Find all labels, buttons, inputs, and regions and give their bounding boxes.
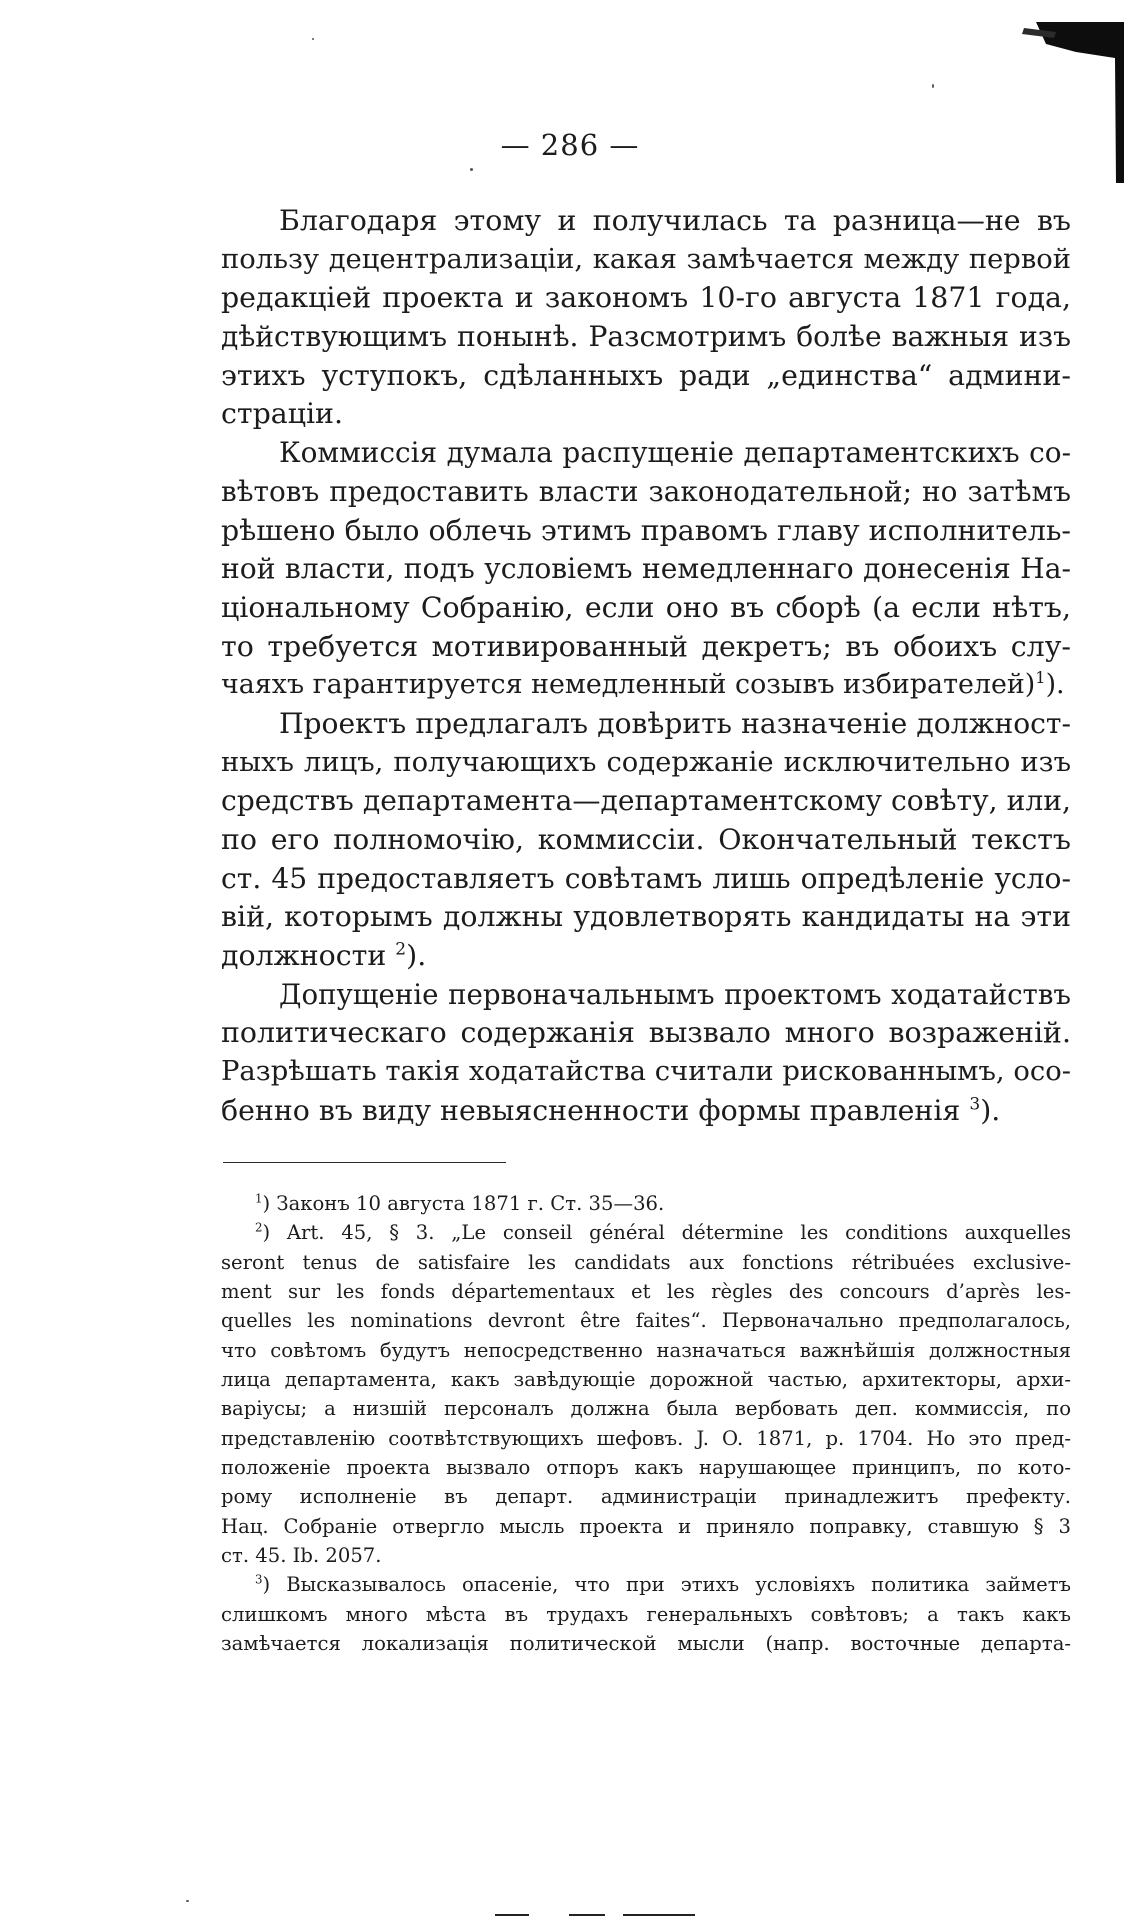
text-line: [221, 1092, 1071, 1131]
footnote-text: варіусы; а низшій персоналъ должна была вербовать деп. коммиссія, по: [221, 1397, 1071, 1421]
text-line: [221, 589, 1071, 628]
footnote-text: seront tenus de satisfaire les candidats aux fonctions rétribuées exclusive-: [221, 1250, 1071, 1274]
footnote-marker-paren: ): [262, 1573, 287, 1597]
next-page-dashes: [495, 1913, 695, 1917]
text-line: [221, 279, 1071, 318]
footnote-text: слишкомъ много мѣста въ трудахъ генеральныхъ совѣтовъ; а такъ какъ: [221, 1602, 1071, 1626]
footnote-line: [221, 1218, 1071, 1247]
footnote-reference: 3: [969, 1094, 981, 1115]
text-line: [221, 860, 1071, 899]
text-line-content: дѣйствующимъ понынѣ. Разсмотримъ болѣе важныя изъ: [221, 320, 1071, 354]
footnote-text: представленію соотвѣтствующихъ шефовъ. J. O. 1871, p. 1704. Но это пред-: [221, 1426, 1071, 1450]
text-line: [221, 473, 1071, 512]
footnote-line: [221, 1306, 1071, 1335]
text-line: [221, 821, 1071, 860]
text-line: [221, 628, 1071, 667]
text-line: [221, 550, 1071, 589]
footnote-text: ст. 45. Ib. 2057.: [221, 1544, 382, 1568]
text-line: [221, 666, 1071, 705]
text-line-tail: ).: [980, 1093, 1001, 1127]
text-line-content: ной власти, подъ условіемъ немедленнаго донесенія На-: [221, 552, 1071, 586]
text-line-content: страціи.: [221, 397, 343, 431]
text-line: [221, 705, 1071, 744]
footnote-text: замѣчается локализація политической мысли (напр. восточные департа-: [221, 1632, 1071, 1656]
footnote-line: [221, 1629, 1071, 1658]
text-line: [221, 512, 1071, 551]
footnote-text: Законъ 10 августа 1871 г. Ст. 35—36.: [276, 1192, 665, 1215]
footnote-text: рому исполненіе въ департ. администраціи принадлежитъ префекту.: [221, 1485, 1071, 1509]
footnote-marker: 1: [255, 1191, 263, 1206]
text-line-content: пользу децентрализаціи, какая замѣчается между первой: [221, 243, 1071, 275]
text-line-content: средствъ департамента—департаментскому совѣту, или,: [221, 784, 1071, 818]
paper-speck: [470, 168, 473, 171]
footnote-line: [221, 1277, 1071, 1306]
footnote-reference: 2: [395, 939, 407, 960]
footnote-line: [221, 1394, 1071, 1423]
text-line-content: то требуется мотивированный декретъ; въ обоихъ слу-: [221, 629, 1071, 663]
text-line: [221, 434, 1071, 473]
text-line: [221, 241, 1071, 280]
footnote-reference: 1: [1035, 668, 1046, 688]
text-line-content: Коммиссія думала распущеніе департаментскихъ со-: [279, 436, 1071, 470]
text-line: [221, 744, 1071, 783]
footnote-marker: 3: [255, 1572, 263, 1587]
text-line-content: должности: [221, 939, 396, 973]
text-line-content: ціональному Собранію, если оно въ сборѣ (а если нѣтъ,: [221, 590, 1071, 624]
text-line-content: Допущеніе первоначальнымъ проектомъ ходатайствъ: [279, 977, 1071, 1011]
text-line: [221, 1014, 1071, 1053]
footnote-marker: 2: [255, 1220, 263, 1235]
text-line: [221, 318, 1071, 357]
text-line: [221, 782, 1071, 821]
page-number: — 286 —: [500, 128, 640, 162]
text-line-content: вій, которымъ должны удовлетворять кандидаты на эти: [221, 900, 1071, 934]
text-line-content: Разрѣшать такія ходатайства считали рискованнымъ, осо-: [221, 1056, 1071, 1088]
footnote-text: quelles les nominations devront être faites“. Первоначально предполагалось,: [221, 1309, 1071, 1333]
footnote-line: [221, 1600, 1071, 1629]
footnotes: [221, 1189, 1071, 1659]
text-line: [221, 202, 1071, 241]
footnote-text: Высказывалось опасеніе, что при этихъ условіяхъ политика займетъ: [286, 1573, 1072, 1597]
paper-speck: [932, 84, 934, 88]
text-line: [221, 395, 1071, 434]
footnote-line: [221, 1365, 1071, 1394]
footnote-text: ment sur les fonds départementaux et les règles des concours d’après les-: [221, 1280, 1071, 1304]
text-line-content: Благодаря этому и получилась та разница—не въ: [279, 204, 1071, 237]
footnote-line: [221, 1189, 1071, 1218]
footnote-marker-paren: ): [262, 1192, 277, 1215]
footnote-text: что совѣтомъ будутъ непосредственно назначаться важнѣйшія должностныя: [221, 1338, 1071, 1362]
footnote-line: [221, 1570, 1071, 1599]
text-line-tail: ).: [1045, 669, 1065, 701]
text-line: [221, 1053, 1071, 1092]
text-line: [221, 357, 1071, 396]
text-line-content: этихъ уступокъ, сдѣланныхъ ради „единства“ админи-: [221, 358, 1071, 392]
footnote-line: [221, 1424, 1071, 1453]
text-line-content: политическаго содержанія вызвало много возраженій.: [221, 1016, 1071, 1050]
footnote-line: [221, 1248, 1071, 1277]
text-line-tail: ).: [406, 939, 427, 973]
text-line-content: бенно въ виду невыясненности формы правленія: [221, 1093, 970, 1127]
footnote-text: положеніе проекта вызвало отпоръ какъ нарушающее принципъ, по кото-: [221, 1456, 1071, 1480]
footnote-line: [221, 1482, 1071, 1511]
footnote-text: лица департамента, какъ завѣдующіе дорожной частью, архитекторы, архи-: [221, 1368, 1071, 1392]
footnote-line: [221, 1453, 1071, 1482]
footnote-separator: [223, 1162, 506, 1163]
text-line-content: редакціей проекта и закономъ 10-го августа 1871 года,: [221, 281, 1071, 315]
text-line-content: чаяхъ гарантируется немедленный созывъ избирателей): [221, 669, 1036, 701]
text-line: [221, 898, 1071, 937]
paper-speck: [186, 1900, 189, 1902]
footnote-line: [221, 1512, 1071, 1541]
text-line-content: ныхъ лицъ, получающихъ содержаніе исключительно изъ: [221, 746, 1071, 778]
footnote-line: [221, 1336, 1071, 1365]
text-line: [221, 937, 1071, 976]
footnote-line: [221, 1541, 1071, 1570]
text-line-content: по его полномочію, коммиссіи. Окончательный текстъ: [221, 823, 1071, 856]
text-line-content: вѣтовъ предоставить власти законодательной; но затѣмъ: [221, 474, 1071, 508]
footnote-text: Art. 45, § 3. „Le conseil général détermine les conditions auxquelles: [286, 1221, 1071, 1245]
paper-speck: [312, 38, 314, 40]
main-text: [221, 202, 1071, 1131]
text-line: [221, 976, 1071, 1015]
text-line-content: рѣшено было облечь этимъ правомъ главу исполнитель-: [221, 513, 1071, 547]
footnote-marker-paren: ): [262, 1221, 287, 1245]
text-line-content: ст. 45 предоставляетъ совѣтамъ лишь опредѣленіе усло-: [221, 861, 1071, 895]
footnote-text: Нац. Собраніе отвергло мысль проекта и приняло поправку, ставшую § 3: [221, 1514, 1071, 1538]
text-line-content: Проектъ предлагалъ довѣрить назначеніе должност-: [279, 706, 1071, 740]
